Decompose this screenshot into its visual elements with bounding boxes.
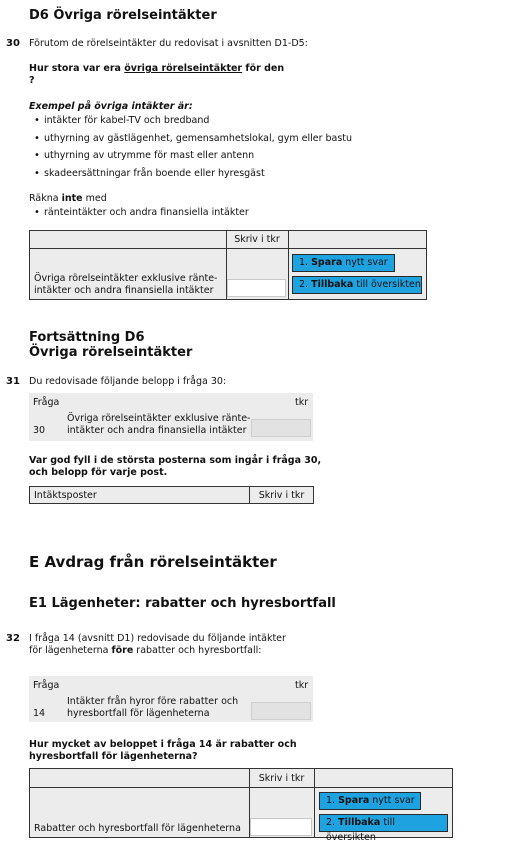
list-item: • intäkter för kabel-TV och bredband [31,115,352,133]
instruction-line2: och belopp för varje post. [29,467,168,478]
back-button-num: 2. [299,279,312,290]
row-label-line2: intäkter och andra finansiella intäkter [34,285,214,296]
column-header: Skriv i tkr [234,234,280,245]
title-line2: Övriga rörelseintäkter [29,345,193,360]
intro-pre: för lägenheterna [29,645,112,656]
table-divider [30,248,426,249]
table-divider [314,769,315,837]
amount-input[interactable] [250,818,312,836]
question-number: 32 [6,633,20,644]
save-button[interactable] [292,254,395,272]
list-item: • uthyrning av gästlägenhet, gemensamhetslokal, gym eller bastu [31,133,352,151]
save-button-rest: nytt svar [342,257,388,268]
back-button-bold: Tillbaka [311,279,354,290]
section-title-d6: D6 Övriga rörelseintäkter [29,8,217,23]
question-intro [29,633,286,657]
amount-input[interactable] [227,279,286,297]
summary-col-tkr: tkr [295,397,309,408]
question-line1: Hur mycket av beloppet i fråga 14 är rabatter och [29,739,297,750]
section-title-e: E Avdrag från rörelseintäkter [29,553,277,571]
income-posts-table [29,486,314,504]
summary-col-fraga: Fråga [33,680,60,691]
summary-box [29,393,313,441]
question-text-post: för den [242,63,285,74]
column-header: Skriv i tkr [258,490,305,501]
instruction-line1: Var god fyll i de största posterna som ingår i fråga 30, [29,455,322,466]
table-divider [30,787,452,788]
column-header: Skriv i tkr [258,773,305,784]
question-text-underlined: övriga rörelseintäkter [124,63,243,74]
summary-col-fraga: Fråga [33,397,60,408]
intro-bold: före [111,645,134,656]
back-button-num: 2. [326,817,339,828]
summary-row-label-1: Övriga rörelseintäkter exklusive ränte- [67,413,251,424]
back-button-rest: till översikten [326,817,395,843]
question-text [29,63,284,75]
question-intro: Du redovisade följande belopp i fråga 30: [29,376,227,387]
exclusion-bold: inte [61,193,83,204]
save-button-num: 1. [326,795,339,806]
intro-post: rabatter och hyresbortfall: [133,645,262,656]
back-button-rest: till översikten [353,279,421,290]
exclusion-post: med [82,193,107,204]
exclusion-heading [29,193,107,205]
question-text-pre: Hur stora var era [29,63,125,74]
section-title-d6-continued [29,330,192,360]
list-item: • uthyrning av utrymme för mast eller antenn [31,150,352,168]
row-label-line1: Övriga rörelseintäkter exklusive ränte- [34,273,218,284]
question-text [29,739,297,763]
section-title-e1: E1 Lägenheter: rabatter och hyresbortfall [29,596,336,611]
question-text-line2: ? [29,75,35,86]
summary-value [251,419,311,437]
row-label: Rabatter och hyresbortfall för lägenheterna [34,823,241,834]
save-button-bold: Spara [311,257,343,268]
question-number: 30 [6,38,20,49]
question-intro: Förutom de rörelseintäkter du redovisat i avsnitten D1-D5: [29,38,308,49]
list-item: • skadeersättningar från boende eller hyresgäst [31,168,352,186]
summary-row-num: 30 [33,425,46,436]
summary-row-label-1: Intäkter från hyror före rabatter och [67,696,239,707]
list-item: • ränteintäkter och andra finansiella intäkter [31,207,249,225]
summary-col-tkr: tkr [295,680,309,691]
save-button[interactable] [319,792,421,810]
back-button[interactable] [319,814,448,843]
save-button-num: 1. [299,257,312,268]
summary-row-label-2: hyresbortfall för lägenheterna [67,708,210,719]
back-button-bold: Tillbaka [338,817,381,828]
summary-row-label [67,696,238,720]
question-number: 31 [6,376,20,387]
exclusion-list [31,207,249,225]
save-button-bold: Spara [338,795,370,806]
summary-row-num: 14 [33,708,46,719]
row-label [34,273,218,297]
back-button[interactable] [292,276,422,294]
instruction-text [29,455,321,479]
column-header: Intäktsposter [34,490,97,501]
exclusion-pre: Räkna [29,193,62,204]
examples-list [31,115,352,185]
question-intro-line1: I fråga 14 (avsnitt D1) redovisade du följande intäkter [29,633,286,644]
summary-row-label-2: intäkter och andra finansiella intäkter [67,425,247,436]
summary-row-label [67,413,251,437]
summary-box [29,676,313,722]
question-intro-line2 [29,645,286,657]
question-line2: hyresbortfall för lägenheterna? [29,751,198,762]
save-button-rest: nytt svar [369,795,415,806]
title-line1: Fortsättning D6 [29,330,145,345]
summary-value [251,702,311,720]
table-divider [288,231,289,299]
examples-heading: Exempel på övriga intäkter är: [29,101,193,112]
